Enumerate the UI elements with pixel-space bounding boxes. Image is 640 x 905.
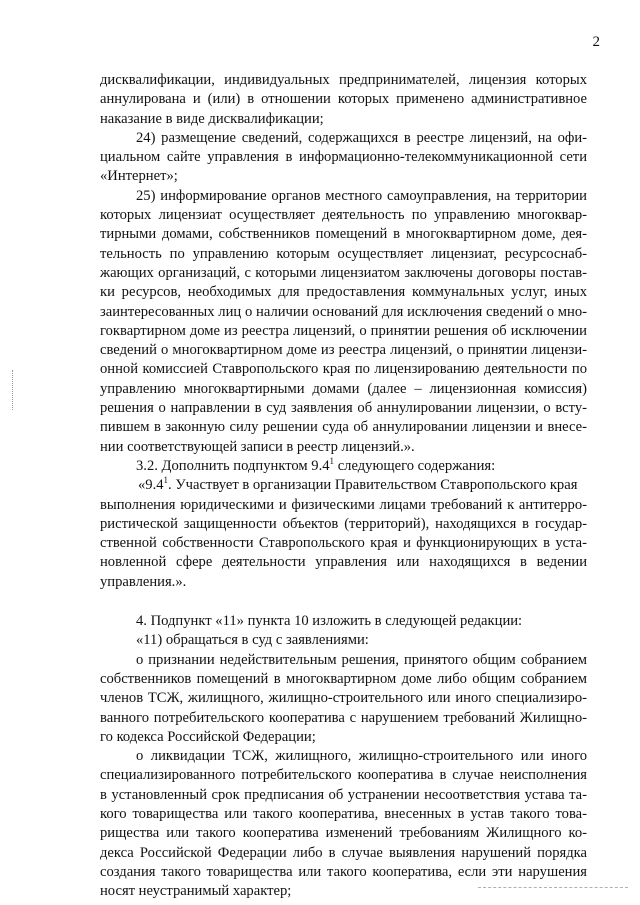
text-line: членов ТСЖ, жилищного, жилищно-строительного или иного специализиро-	[100, 690, 587, 707]
text-fragment: 3.2. Дополнить подпунктом 9.4	[136, 457, 330, 474]
text-line	[100, 457, 587, 476]
text-line: решения о направлении в суд заявления об аннулировании лицензии, о всту-	[100, 400, 587, 417]
text-line: гоквартирном доме из реестра лицензий, о принятии решения об исключении	[100, 322, 587, 339]
text-line: наказание в виде дисквалификации;	[100, 110, 324, 127]
text-line: 24) размещение сведений, содержащихся в реестре лицензий, на офи-	[136, 129, 587, 146]
page-number: 2	[592, 34, 600, 50]
paragraph-gap	[100, 592, 587, 612]
text-line: заинтересованных лиц о наличии оснований для исключения сведений о мно-	[100, 303, 587, 320]
superscript: 1	[329, 455, 335, 466]
text-line: сведений о многоквартирном доме из реестра лицензий, о принятии лицензи-	[100, 342, 587, 359]
text-line: пившем в законную силу решении суда об аннулировании лицензии и внесе-	[100, 419, 587, 436]
document-body	[100, 71, 587, 901]
margin-mark	[12, 370, 14, 410]
text-line: тельность по управлению которым осуществляет лицензиат, ресурсоснаб-	[100, 245, 587, 262]
text-line: нии соответствующей записи в реестр лицензий.».	[100, 438, 415, 455]
superscript: 1	[163, 475, 169, 486]
text-line: дисквалификации, индивидуальных предпринимателей, лицензия которых	[100, 72, 587, 88]
text-line: го кодекса Российской Федерации;	[100, 728, 316, 745]
text-line: ристической защищенности объектов (территорий), находящихся в государ-	[100, 515, 587, 532]
text-line: о ликвидации ТСЖ, жилищного, жилищно-строительного или иного	[136, 748, 587, 765]
text-line: ственной собственности Ставропольского края и функционирующих в уста-	[100, 535, 587, 552]
text-line: аннулирована и (или) в отношении которых применено административное	[100, 91, 587, 108]
text-line: ванного потребительского кооператива с нарушением требований Жилищно-	[100, 709, 587, 726]
text-line: 25) информирование органов местного самоуправления, на территории	[136, 187, 587, 204]
text-line: выполнения юридическими и физическими лицами требований к антитерро-	[100, 496, 587, 513]
text-line: рищества или такого кооператива изменений требованиям Жилищного ко-	[100, 825, 587, 842]
text-line: носят неустранимый характер;	[100, 883, 292, 900]
text-line: специализированного потребительского кооператива в случае неисполнения	[100, 767, 587, 784]
text-line: ки ресурсов, необходимых для предоставления коммунальных услуг, иных	[100, 284, 587, 301]
text-line: управлению многоквартирными домами (далее – лицензионная комиссия)	[100, 380, 587, 397]
text-line: новленной сфере деятельности управления или находящихся в ведении	[100, 554, 587, 571]
text-line: онной комиссией Ставропольского края по лицензированию деятельности по	[100, 361, 587, 378]
text-line: создания такого товарищества или такого кооператива, если эти нарушения	[100, 863, 587, 880]
text-fragment: . Участвует в организации Правительством Ставропольского края	[168, 477, 578, 494]
text-line: в установленный срок предписания об устранении несоответствия устава та-	[100, 786, 587, 803]
text-line: циальном сайте управления в информационно-телекоммуникационной сети	[100, 149, 587, 166]
text-line: которых лицензиат осуществляет деятельность по управлению многоквар-	[100, 207, 587, 224]
text-line: «Интернет»;	[100, 168, 178, 185]
text-line: собственников помещений в многоквартирном доме либо общим собранием	[100, 670, 587, 687]
text-line: «11) обращаться в суд с заявлениями:	[136, 632, 369, 649]
text-line: жающих организаций, с которыми лицензиатом заключены договоры постав-	[100, 264, 587, 281]
text-line: о признании недействительным решения, принятого общим собранием	[136, 651, 587, 668]
text-line: кого товарищества или такого кооператива, внесенных в устав такого това-	[100, 805, 587, 822]
text-line: 4. Подпункт «11» пункта 10 изложить в следующей редакции:	[136, 613, 523, 630]
text-fragment: «9.4	[138, 477, 164, 494]
text-fragment: следующего содержания:	[337, 457, 496, 474]
text-line	[100, 476, 587, 495]
bottom-rule	[478, 887, 628, 888]
text-line: тирными домами, собственников помещений в многоквартирном доме, дея-	[100, 226, 587, 243]
text-line: декса Российской Федерации либо в случае выявления нарушений порядка	[100, 844, 587, 861]
text-line: управления.».	[100, 573, 187, 590]
